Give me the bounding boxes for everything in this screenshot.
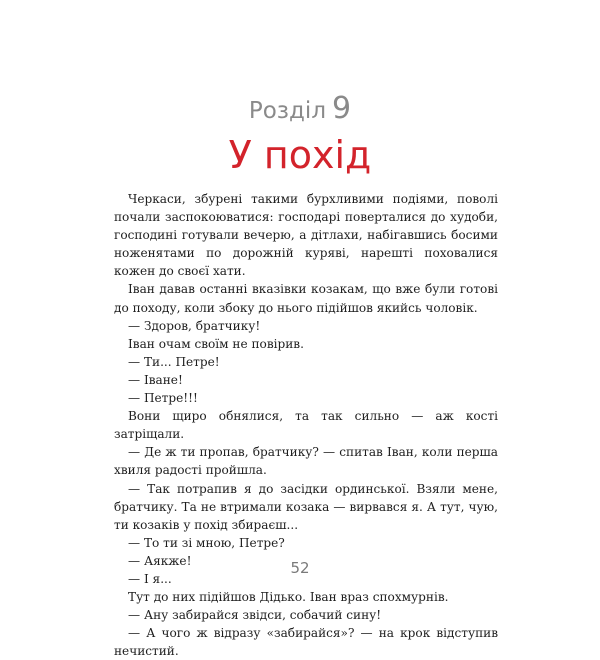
paragraph: — Петре!!! <box>128 391 198 406</box>
paragraph: — А чого ж відразу «забирайся»? — на крок відступив нечистий. <box>114 626 498 659</box>
paragraph: Іван очам своїм не повірив. <box>128 336 304 351</box>
paragraph: Черкаси, збурені такими бурхливими подіями, поволі почали заспокоюватися: господарі поверталися до худоби, господині готували вечерю, а дітлахи, набігавшись босими ноженятами по дорожній куряві, нарешті поховалися кожен до своєї хати. <box>114 192 498 279</box>
paragraph: — Де ж ти пропав, братчику? — спитав Іван, коли перша хвиля радості пройшла. <box>114 445 498 478</box>
paragraph: Іван давав останні вказівки козакам, що вже були готові до походу, коли збоку до нього підійшов якийсь чоловік. <box>114 282 498 315</box>
chapter-body <box>114 190 498 660</box>
paragraph: — І я... <box>128 571 172 586</box>
chapter-number: 9 <box>332 91 352 126</box>
paragraph: Тут до них підійшов Дідько. Іван враз спохмурнів. <box>128 590 449 605</box>
paragraph: Вони щиро обнялися, та так сильно — аж кості затріщали. <box>114 409 498 442</box>
paragraph: — То ти зі мною, Петре? <box>128 535 285 550</box>
page-number: 52 <box>290 559 310 577</box>
chapter-title: У похід <box>228 133 372 177</box>
paragraph: — Ану забирайся звідси, собачий сину! <box>128 608 382 623</box>
paragraph: — Здоров, братчику! <box>128 318 261 333</box>
paragraph: — Аякже! <box>128 553 192 568</box>
chapter-label: Розділ <box>248 98 327 124</box>
paragraph: — Іване! <box>128 372 183 387</box>
chapter-heading <box>0 91 600 126</box>
paragraph: — Так потрапив я до засідки ординської. Взяли мене, братчику. Та не втримали козака — вирвався я. А тут, чую, ти козаків у похід збираєш... <box>114 481 498 532</box>
paragraph: — Ти... Петре! <box>128 354 220 369</box>
